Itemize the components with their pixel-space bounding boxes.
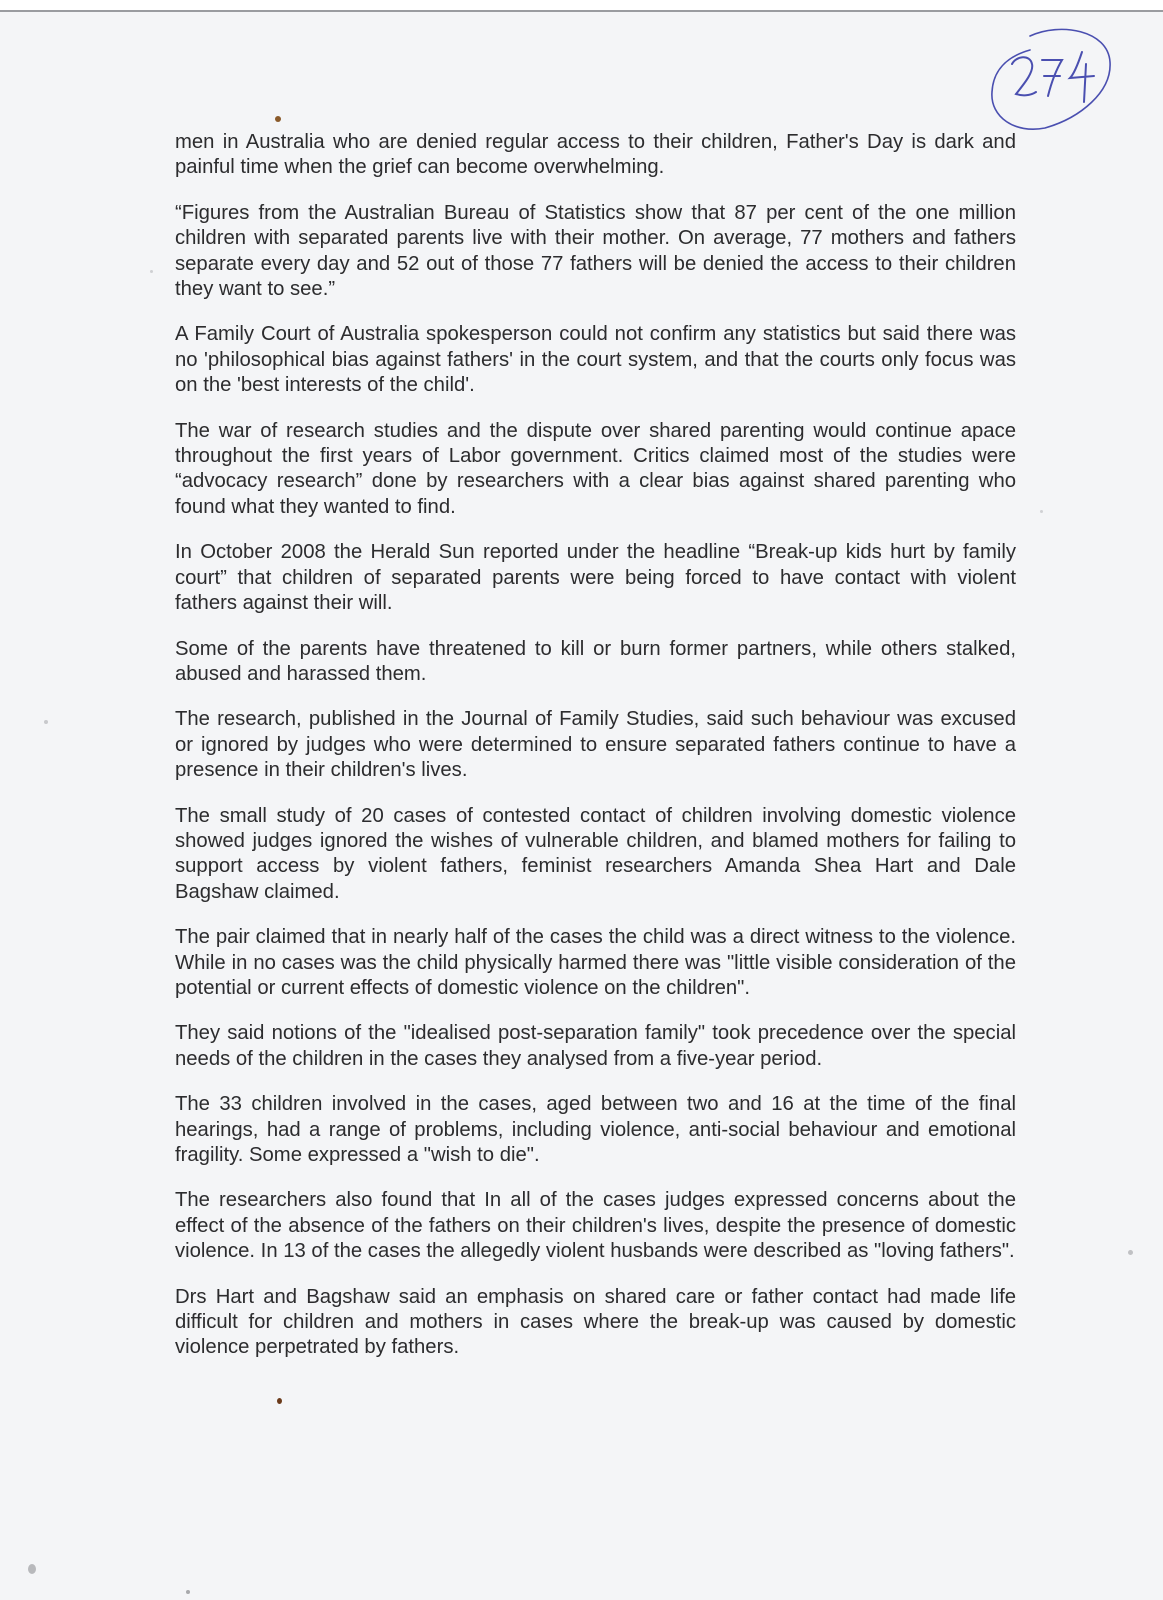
paragraph: A Family Court of Australia spokesperson could not confirm any statistics but said there was no 'philosophical bias against fathers' in the court system, and that the courts only focus was on the 'best interests of the child'. (175, 323, 1016, 397)
paragraph: The 33 children involved in the cases, aged between two and 16 at the time of the final hearings, had a range of problems, including violence, anti-social behaviour and emotional fragility. Some expressed a "wish to die". (175, 1093, 1016, 1166)
paragraph: The war of research studies and the dispute over shared parenting would continue apace throughout the first years of Labor government. Critics claimed most of the studies were “advocacy research” done by researchers with a clear bias against shared parenting who found what they wanted to find. (175, 419, 1016, 518)
paragraph: Drs Hart and Bagshaw said an emphasis on shared care or father contact had made life difficult for children and mothers in cases where the break-up was caused by domestic violence perpetrated by fathers. (175, 1285, 1016, 1359)
scan-speck (150, 270, 153, 273)
handwritten-page-number (990, 22, 1116, 132)
paragraph: Some of the parents have threatened to kill or burn former partners, while others stalked, abused and harassed them. (175, 637, 1016, 685)
page-top-edge (0, 0, 1163, 12)
paragraph: The small study of 20 cases of contested contact of children involving domestic violence showed judges ignored the wishes of vulnerable children, and blamed mothers for failing to support access by violent fathers, feminist researchers Amanda Shea Hart and Dale Bagshaw claimed. (175, 804, 1016, 903)
paragraph: The research, published in the Journal of Family Studies, said such behaviour was excused or ignored by judges who were determined to ensure separated fathers continue to have a presence in their children's lives. (175, 708, 1016, 782)
ink-speck (275, 116, 281, 122)
page-number-text (990, 52, 1116, 98)
article-body (175, 130, 1016, 1381)
paragraph: The researchers also found that In all of the cases judges expressed concerns about the effect of the absence of the fathers on their children's lives, despite the presence of domestic violence. In 13 of the cases the allegedly violent husbands were described as "loving fathers". (175, 1189, 1016, 1263)
paragraph: men in Australia who are denied regular access to their children, Father's Day is dark and painful time when the grief can become overwhelming. (175, 131, 1016, 179)
scan-speck (28, 1564, 36, 1574)
paragraph: They said notions of the "idealised post-separation family" took precedence over the special needs of the children in the cases they analysed from a five-year period. (175, 1022, 1016, 1070)
paragraph: The pair claimed that in nearly half of the cases the child was a direct witness to the violence. While in no cases was the child physically harmed there was "little visible consideration of the potential or current effects of domestic violence on the children". (175, 926, 1016, 999)
paragraph: “Figures from the Australian Bureau of Statistics show that 87 per cent of the one million children with separated parents live with their mother. On average, 77 mothers and fathers separate every day and 52 out of those 77 fathers will be denied the access to their children they want to see.” (175, 201, 1016, 301)
paragraph: In October 2008 the Herald Sun reported under the headline “Break-up kids hurt by family court” that children of separated parents were being forced to have contact with violent fathers against their will. (175, 541, 1016, 615)
scan-speck (186, 1590, 190, 1594)
scan-speck (1040, 510, 1043, 513)
ink-speck (277, 1398, 282, 1404)
scan-speck (1128, 1250, 1133, 1255)
scan-speck (44, 720, 48, 724)
